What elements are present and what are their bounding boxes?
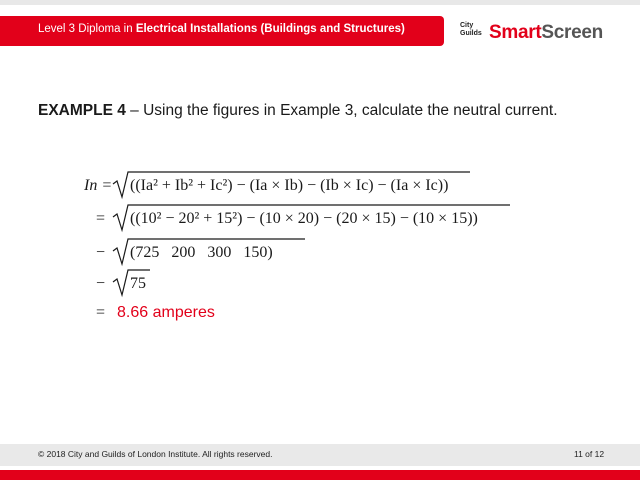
eq1-rhs: ((Ia² + Ib² + Ic²) − (Ia × Ib) − (Ib × Ic) − (Ia × Ic)) bbox=[130, 177, 449, 194]
eq4-lhs: − bbox=[96, 275, 106, 292]
slide-header-title: Level 3 Diploma in Electrical Installations (Buildings and Structures) bbox=[38, 23, 405, 35]
eq1-lhs: In = bbox=[84, 177, 113, 194]
page-number: 11 of 12 bbox=[574, 449, 605, 459]
smartscreen-logo: SmartScreen bbox=[489, 22, 603, 43]
result-value: 8.66 amperes bbox=[117, 304, 215, 321]
eq2-rhs: ((10² − 20² + 15²) − (10 × 20) − (20 × 15) − (10 × 15)) bbox=[130, 210, 478, 227]
eq4-rhs: 75 bbox=[130, 275, 146, 292]
eq2-lhs: = bbox=[96, 210, 106, 227]
eq5-lhs: = bbox=[96, 304, 106, 321]
city-guilds-logo: City Guilds bbox=[460, 22, 482, 37]
eq3-lhs: − bbox=[96, 244, 106, 261]
bottom-accent-bar bbox=[0, 470, 640, 480]
copyright-text: © 2018 City and Guilds of London Institute. All rights reserved. bbox=[38, 449, 273, 459]
eq3-rhs: (725 200 300 150) bbox=[130, 244, 273, 261]
example-heading: EXAMPLE 4 – Using the figures in Example 3, calculate the neutral current. bbox=[38, 102, 558, 119]
